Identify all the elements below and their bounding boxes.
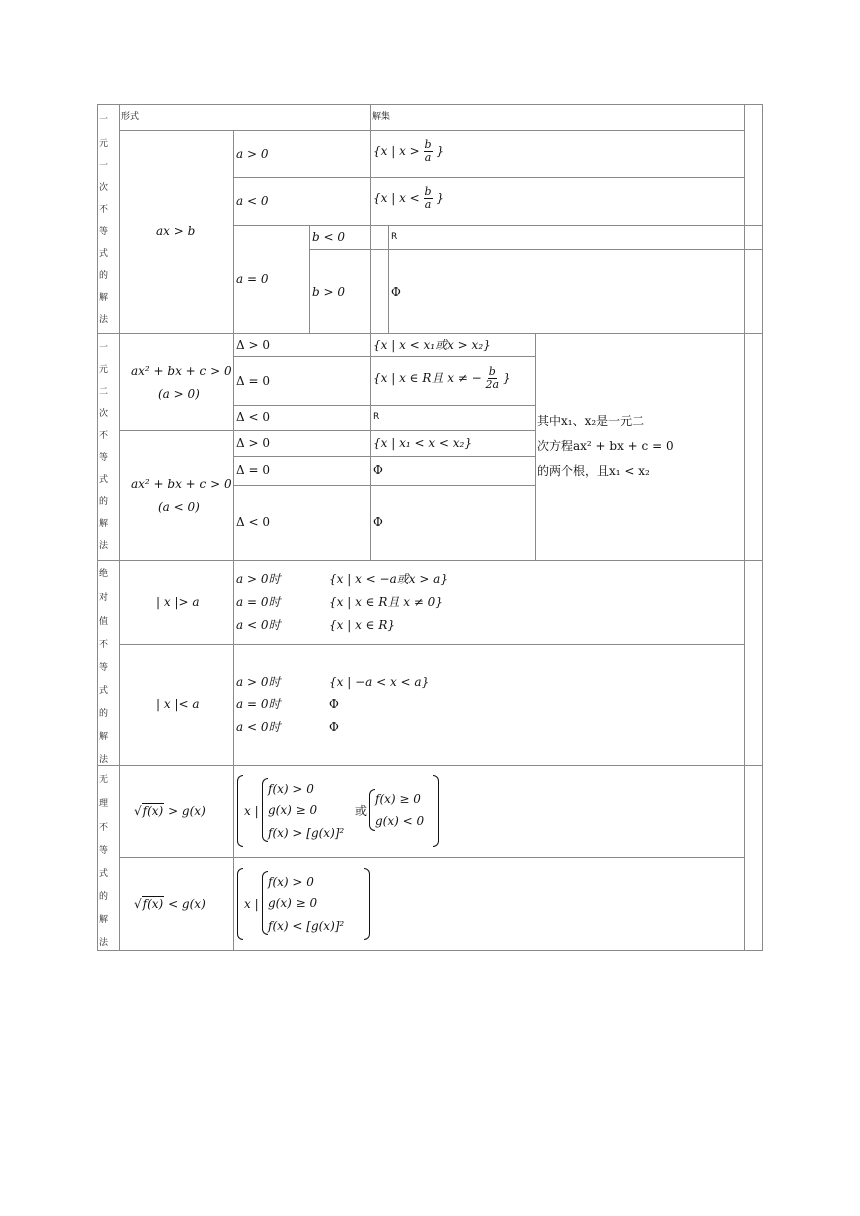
grid-line — [233, 485, 535, 486]
linear-sol-a-pos: {x | x > $\frac{b}{a}$ } — [373, 138, 445, 164]
quadratic-cond-5: Δ = 0 — [236, 463, 270, 477]
absolute-lt-sol: Φ — [329, 720, 339, 734]
grid-line — [233, 405, 535, 406]
linear-form: ax > b — [156, 224, 196, 238]
system-line: f(x) ≥ 0 — [375, 792, 421, 806]
set-builder-x: x | — [244, 804, 259, 818]
quadratic-form-a-neg: ax² + bx + c > 0 — [131, 477, 232, 491]
quadratic-sol-6: Φ — [373, 515, 383, 529]
quadratic-sol-4: {x | x₁ < x < x₂} — [373, 436, 472, 450]
quadratic-form-a-pos: ax² + bx + c > 0 — [131, 364, 232, 378]
linear-cond-a-neg: a < 0 — [236, 194, 269, 208]
grid-line — [233, 225, 762, 226]
quadratic-note-line: 次方程ax² + bx + c = 0 — [537, 439, 674, 453]
system-line: g(x) ≥ 0 — [268, 896, 318, 910]
quadratic-cond-3: Δ < 0 — [236, 410, 270, 424]
quadratic-sol-3: R — [373, 412, 380, 422]
quadratic-form-a-pos-cond: (a > 0) — [158, 387, 200, 401]
quadratic-sol-5: Φ — [373, 463, 383, 477]
linear-cond-a-pos: a > 0 — [236, 147, 269, 161]
linear-sol-a-neg: {x | x < $\frac{b}{a}$ } — [373, 185, 445, 211]
grid-line — [233, 456, 535, 457]
grid-line — [309, 225, 310, 333]
grid-line — [309, 249, 762, 250]
system-line: f(x) > 0 — [268, 875, 314, 889]
quadratic-cond-2: Δ = 0 — [236, 374, 270, 388]
irrational-gt-form: √f(x) > g(x) — [134, 804, 206, 818]
left-brace — [237, 868, 243, 940]
absolute-gt-cond: a < 0时 — [236, 618, 281, 632]
grid-line — [535, 333, 536, 560]
grid-line — [97, 950, 763, 951]
system-line: f(x) > [g(x)]² — [268, 826, 345, 840]
quadratic-sol-1: {x | x < x₁或x > x₂} — [373, 338, 491, 352]
linear-cond-b-pos: b > 0 — [312, 285, 345, 299]
linear-sol-b-neg: R — [391, 232, 398, 242]
quadratic-cond-6: Δ < 0 — [236, 515, 270, 529]
grid-line — [233, 177, 745, 178]
grid-line — [233, 356, 535, 357]
grid-line — [97, 560, 763, 561]
system-line: f(x) > 0 — [268, 782, 314, 796]
or-label: 或 — [355, 804, 368, 818]
system-line: g(x) ≥ 0 — [268, 803, 318, 817]
absolute-lt-sol: {x | −a < x < a} — [329, 675, 430, 689]
absolute-gt-sol: {x | x ∈ R} — [329, 618, 396, 632]
absolute-gt-sol: {x | x < −a或x > a} — [329, 572, 448, 586]
grid-line — [744, 104, 745, 951]
linear-cond-a-zero: a = 0 — [236, 272, 269, 286]
header-form-label: 形式 — [121, 112, 140, 122]
quadratic-cond-1: Δ > 0 — [236, 338, 270, 352]
header-solution-label: 解集 — [372, 112, 391, 122]
quadratic-form-a-neg-cond: (a < 0) — [158, 500, 200, 514]
absolute-gt-cond: a = 0时 — [236, 595, 281, 609]
quadratic-note-line: 其中x₁、x₂是一元二 — [537, 414, 645, 428]
grid-line — [370, 104, 371, 560]
absolute-lt-form: | x |< a — [156, 697, 200, 711]
sqrt-sign: √ — [134, 804, 142, 818]
grid-line — [97, 104, 98, 951]
grid-line — [388, 225, 389, 333]
left-brace — [237, 775, 243, 847]
right-brace — [364, 868, 370, 940]
absolute-lt-sol: Φ — [329, 697, 339, 711]
grid-line — [119, 130, 745, 131]
right-brace — [433, 775, 439, 847]
grid-line — [97, 104, 763, 105]
linear-cond-b-neg: b < 0 — [312, 230, 345, 244]
absolute-gt-sol: {x | x ∈ R且 x ≠ 0} — [329, 595, 443, 609]
grid-line — [119, 104, 120, 951]
grid-line — [119, 857, 745, 858]
quadratic-note-line: 的两个根，且x₁ < x₂ — [537, 464, 650, 478]
grid-line — [97, 333, 763, 334]
absolute-lt-cond: a < 0时 — [236, 720, 281, 734]
grid-line — [762, 104, 763, 951]
absolute-lt-cond: a > 0时 — [236, 675, 281, 689]
absolute-gt-form: | x |> a — [156, 595, 200, 609]
system-line: f(x) < [g(x)]² — [268, 919, 345, 933]
system-line: g(x) < 0 — [375, 814, 425, 828]
grid-line — [233, 130, 234, 951]
quadratic-sol-2: {x | x ∈ R且 x ≠ − $\frac{b}{2a}$ } — [373, 365, 511, 391]
grid-line — [119, 644, 745, 645]
absolute-lt-cond: a = 0时 — [236, 697, 281, 711]
irrational-lt-form: √f(x) < g(x) — [134, 897, 206, 911]
quadratic-cond-4: Δ > 0 — [236, 436, 270, 450]
set-builder-x: x | — [244, 897, 259, 911]
linear-sol-b-pos: Φ — [391, 285, 401, 299]
grid-line — [119, 430, 535, 431]
absolute-gt-cond: a > 0时 — [236, 572, 281, 586]
sqrt-sign: √ — [134, 897, 142, 911]
grid-line — [97, 765, 763, 766]
